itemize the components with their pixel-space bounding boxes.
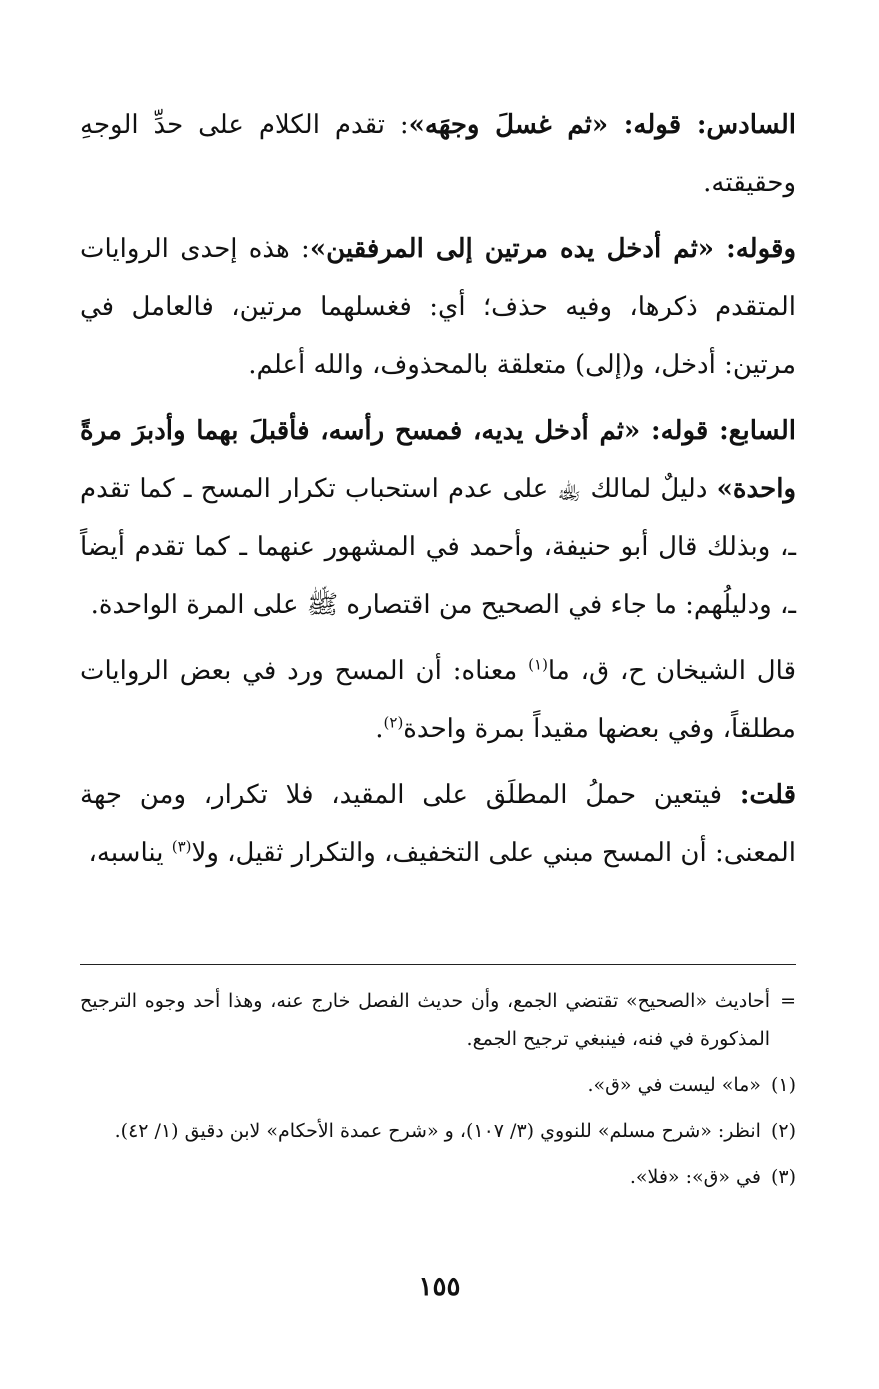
footnote-number: = bbox=[780, 990, 796, 1012]
footnote-number: (٣) bbox=[770, 1166, 796, 1188]
paragraph-text: يناسبه، bbox=[88, 838, 172, 868]
footnote-text: في «ق»: «فلا». bbox=[629, 1166, 761, 1188]
paragraph-text: : تقدم الكلام على حدِّ الوجهِ وحقيقته. bbox=[80, 110, 796, 198]
paragraph-text: قال الشيخان ح، ق، ما bbox=[547, 656, 796, 686]
paragraph-text: معناه: أن المسح ورد في بعض الروايات مطلقاً، وفي بعضها مقيداً بمرة واحدة bbox=[80, 656, 796, 744]
paragraph-lead: وقوله: «ثم أدخل يده مرتين إلى المرفقين» bbox=[309, 234, 797, 264]
paragraph-sixth bbox=[80, 96, 796, 212]
paragraph-qultu bbox=[80, 766, 796, 882]
footnotes bbox=[80, 982, 796, 1204]
footnote-text: أحاديث «الصحيح» تقتضي الجمع، وأن حديث الفصل خارج عنه، وهذا أحد وجوه الترجيح المذكورة في فنه، فينبغي ترجيح الجمع. bbox=[80, 990, 771, 1050]
footnote-continuation bbox=[80, 982, 796, 1058]
paragraph-seventh bbox=[80, 402, 796, 634]
paragraph-lead: السادس: قوله: «ثم غسلَ وجهَه» bbox=[408, 110, 797, 140]
footnote-ref-1[interactable]: (١) bbox=[528, 655, 548, 674]
footnote-number: (٢) bbox=[770, 1120, 796, 1142]
footnote-text: انظر: «شرح مسلم» للنووي (٣/ ١٠٧)، و «شرح عمدة الأحكام» لابن دقيق (١/ ٤٢). bbox=[114, 1120, 761, 1142]
main-text bbox=[80, 96, 796, 890]
footnote-2 bbox=[80, 1112, 796, 1150]
paragraph-shaykhan bbox=[80, 642, 796, 758]
paragraph-text: دليلٌ لمالك ﵀ على عدم استحباب تكرار المسح ـ كما تقدم ـ، وبذلك قال أبو حنيفة، وأحمد في المشهور عنهما ـ كما تقدم أيضاً ـ، ودليلُهم: ما جاء في الصحيح من اقتصاره ﷺ على المرة الواحدة. bbox=[80, 474, 796, 620]
paragraph-text: . bbox=[375, 714, 384, 744]
page-number: ١٥٥ bbox=[418, 1272, 461, 1302]
paragraph-lead: السابع: قوله: «ثم أدخل يديه، فمسح رأسه، فأقبلَ بهما وأدبرَ مرةً واحدة» bbox=[80, 416, 796, 504]
footnote-text: «ما» ليست في «ق». bbox=[587, 1074, 761, 1096]
footnote-divider bbox=[80, 964, 796, 965]
paragraph-text: : هذه إحدى الروايات المتقدم ذكرها، وفيه حذف؛ أي: فغسلهما مرتين، فالعامل في مرتين: أدخل، و(إلى) متعلقة بالمحذوف، والله أعلم. bbox=[80, 234, 796, 380]
footnote-3 bbox=[80, 1158, 796, 1196]
footnote-number: (١) bbox=[770, 1074, 796, 1096]
footnote-ref-2[interactable]: (٢) bbox=[383, 713, 404, 732]
paragraph-two-times bbox=[80, 220, 796, 394]
paragraph-lead: قلت: bbox=[739, 780, 796, 810]
footnote-1 bbox=[80, 1066, 796, 1104]
paragraph-text: فيتعين حملُ المطلَق على المقيد، فلا تكرار، ومن جهة المعنى: أن المسح مبني على التخفيف، والتكرار ثقيل، ولا bbox=[80, 780, 796, 868]
footnote-ref-3[interactable]: (٣) bbox=[171, 837, 192, 856]
